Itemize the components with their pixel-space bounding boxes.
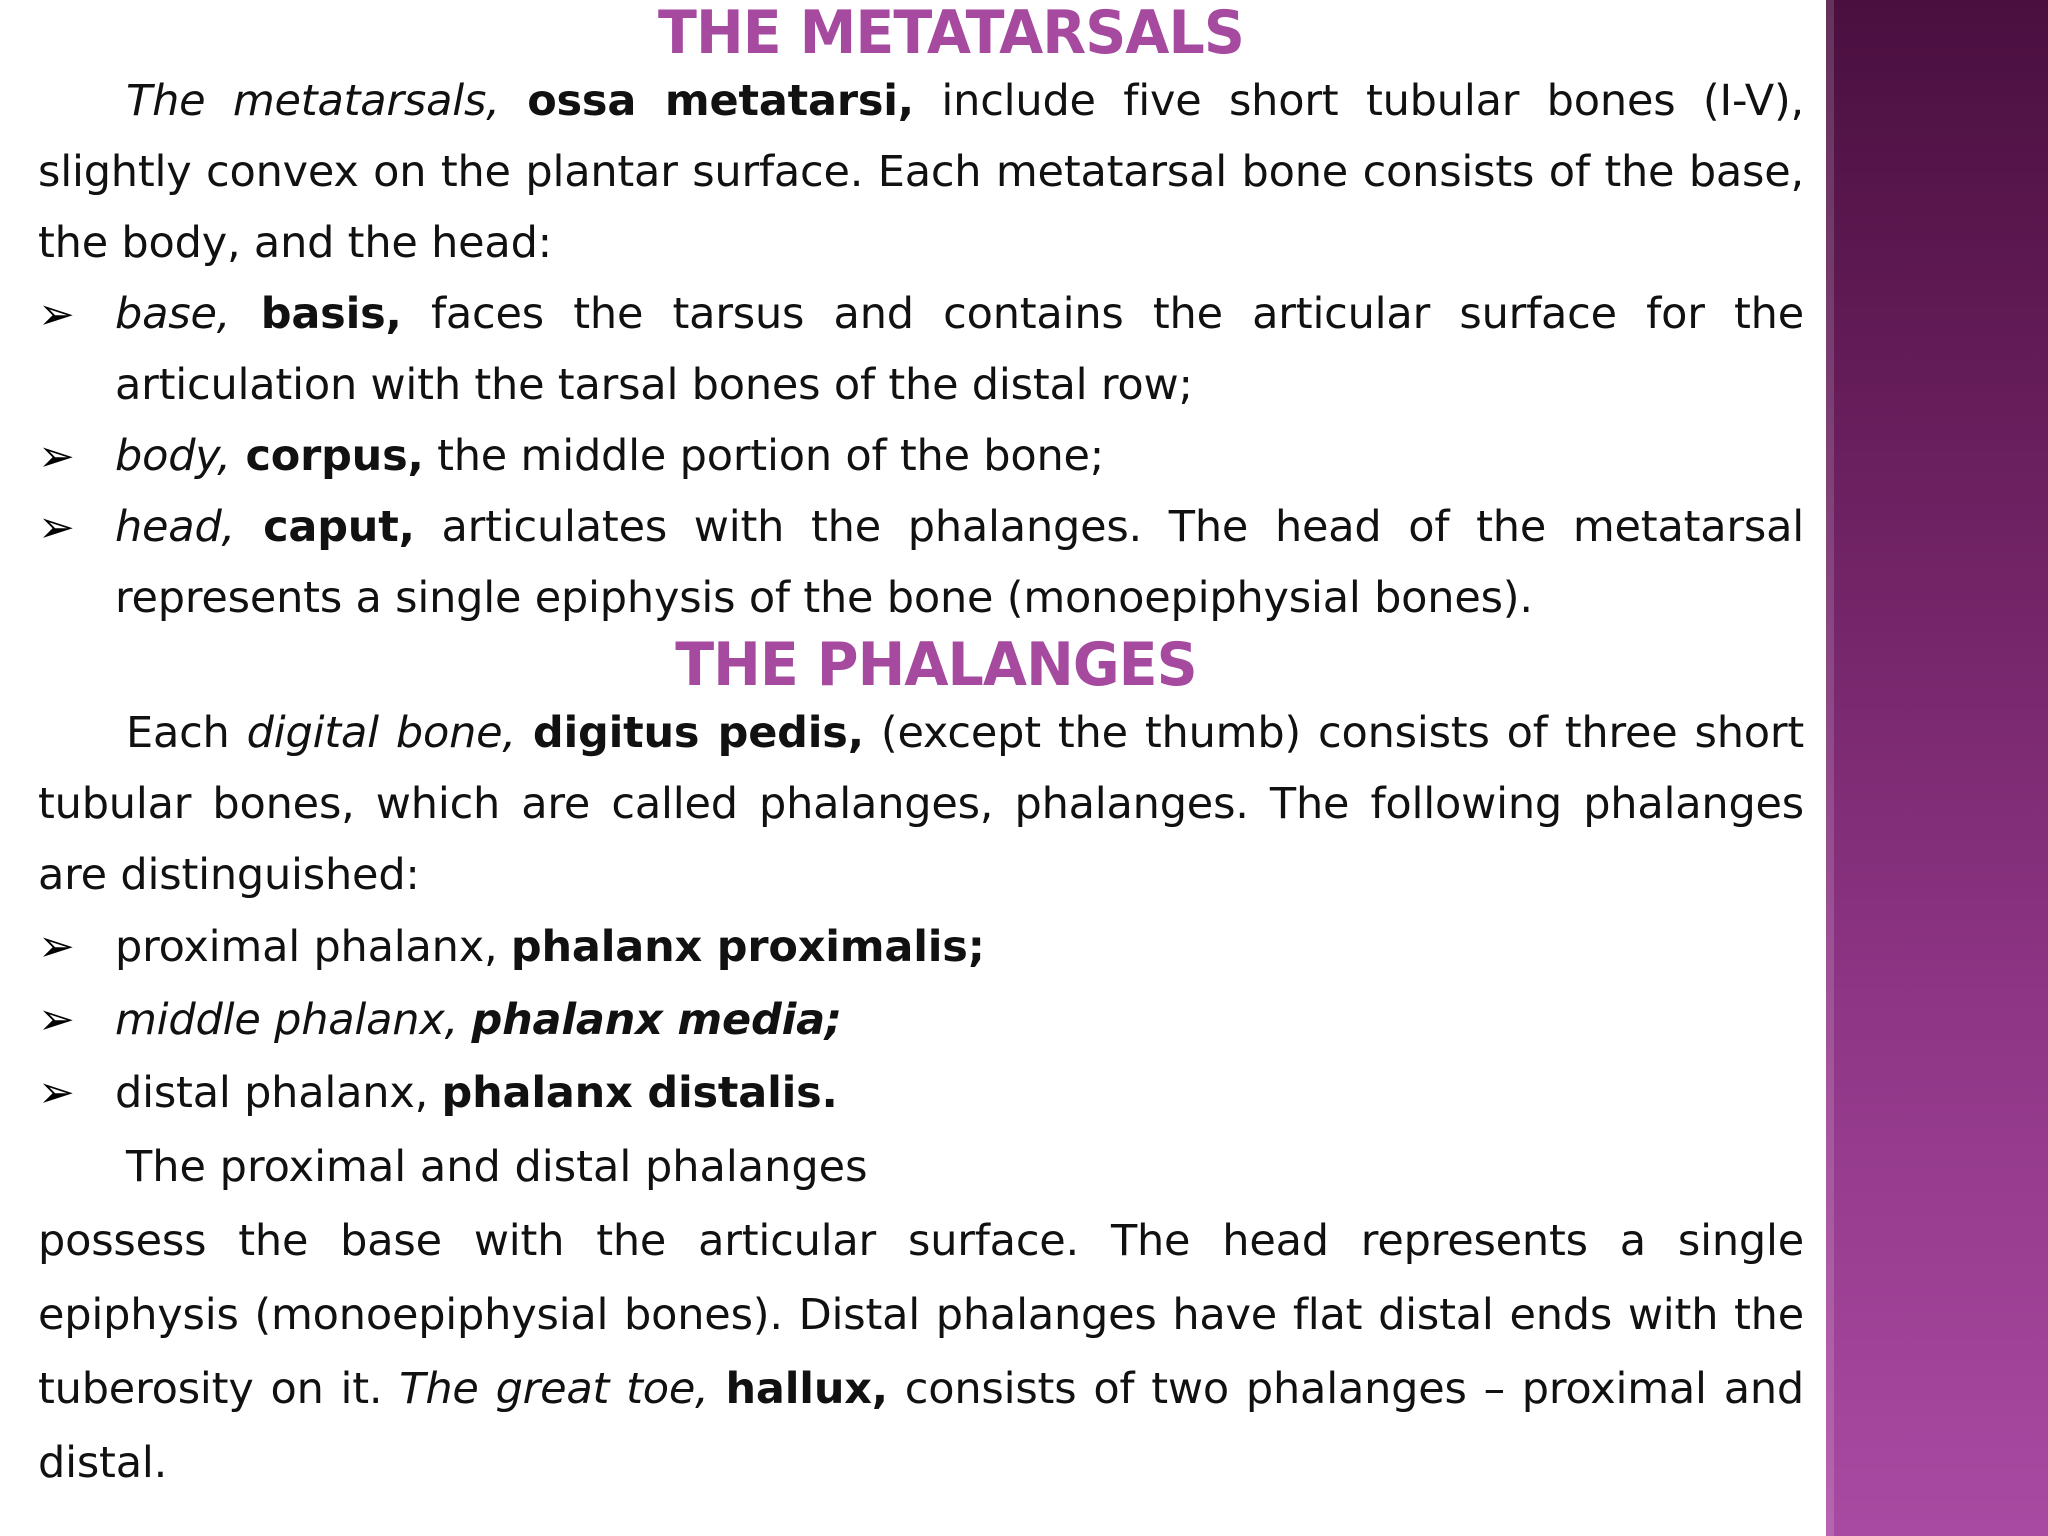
list-item-distal xyxy=(38,1057,1804,1130)
slide-content xyxy=(38,0,1804,1536)
phalanx-term: proximal phalanx, xyxy=(115,922,511,972)
phalanx-term: middle phalanx, xyxy=(115,995,472,1045)
metatarsals-intro-text: include five short tubular bones (I-V), slightly convex on the plantar surface. Each metatarsal bone consists of the base, the body, and the head: xyxy=(38,76,1805,268)
closing-text: possess the base with the articular surface. The head represents a single epiphysis (monoepiphysial bones). Distal phalanges have flat distal ends with the tuberosity on it. xyxy=(38,1216,1804,1414)
arrow-bullet-icon: ➢ xyxy=(38,994,75,1045)
phalanx-types-list xyxy=(38,911,1804,1130)
space xyxy=(709,1364,726,1414)
arrow-bullet-icon: ➢ xyxy=(38,289,75,340)
arrow-bullet-icon: ➢ xyxy=(38,431,75,482)
part-latin: basis, xyxy=(230,289,402,339)
space xyxy=(500,76,528,126)
part-term: body, xyxy=(115,431,231,481)
part-desc: the middle portion of the bone; xyxy=(423,431,1105,481)
metatarsal-parts-list xyxy=(38,279,1804,634)
part-desc: articulates with the phalanges. The head of the metatarsal represents a single epiphysis of the bone (monoepiphysial bones). xyxy=(115,502,1804,623)
phalanges-latin: digitus pedis, xyxy=(532,708,864,758)
metatarsals-intro xyxy=(38,66,1804,279)
phalanges-heading: THE PHALANGES xyxy=(675,630,1197,700)
phalanges-intro-lead: Each xyxy=(126,708,247,758)
part-term: base, xyxy=(115,289,231,339)
space xyxy=(516,708,533,758)
arrow-bullet-icon: ➢ xyxy=(38,921,75,972)
phalanges-closing xyxy=(38,1204,1804,1500)
phalanx-latin: phalanx distalis. xyxy=(441,1068,838,1118)
metatarsals-term: The metatarsals, xyxy=(126,76,500,126)
part-latin: corpus, xyxy=(230,431,424,481)
great-toe-term: The great toe, xyxy=(399,1364,709,1414)
metatarsals-heading: THE METATARSALS xyxy=(658,0,1244,68)
phalanx-latin: phalanx proximalis; xyxy=(510,922,985,972)
decorative-side-band xyxy=(1826,0,2048,1536)
hallux-latin: hallux, xyxy=(725,1364,888,1414)
part-desc: faces the tarsus and contains the articular surface for the articulation with the tarsal bones of the distal row; xyxy=(115,289,1804,410)
phalanx-latin: phalanx media; xyxy=(471,995,842,1045)
closing-tail: consists of two phalanges – proximal and distal. xyxy=(38,1364,1804,1488)
phalanges-intro xyxy=(38,698,1804,911)
part-term: head, xyxy=(115,502,236,552)
phalanges-term: digital bone, xyxy=(246,708,516,758)
list-item-middle xyxy=(38,984,1804,1057)
list-item-head xyxy=(38,492,1804,634)
list-item-body xyxy=(38,421,1804,492)
part-latin: caput, xyxy=(235,502,415,552)
phalanges-lead-line: The proximal and distal phalanges xyxy=(126,1142,868,1192)
phalanges-intro-text: (except the thumb) consists of three short tubular bones, which are called phalanges, phalanges. The following phalanges are distinguished: xyxy=(38,708,1805,900)
arrow-bullet-icon: ➢ xyxy=(38,502,75,553)
phalanx-term: distal phalanx, xyxy=(115,1068,442,1118)
list-item-base xyxy=(38,279,1804,421)
list-item-proximal xyxy=(38,911,1804,984)
arrow-bullet-icon: ➢ xyxy=(38,1067,75,1118)
metatarsals-latin: ossa metatarsi, xyxy=(527,76,914,126)
